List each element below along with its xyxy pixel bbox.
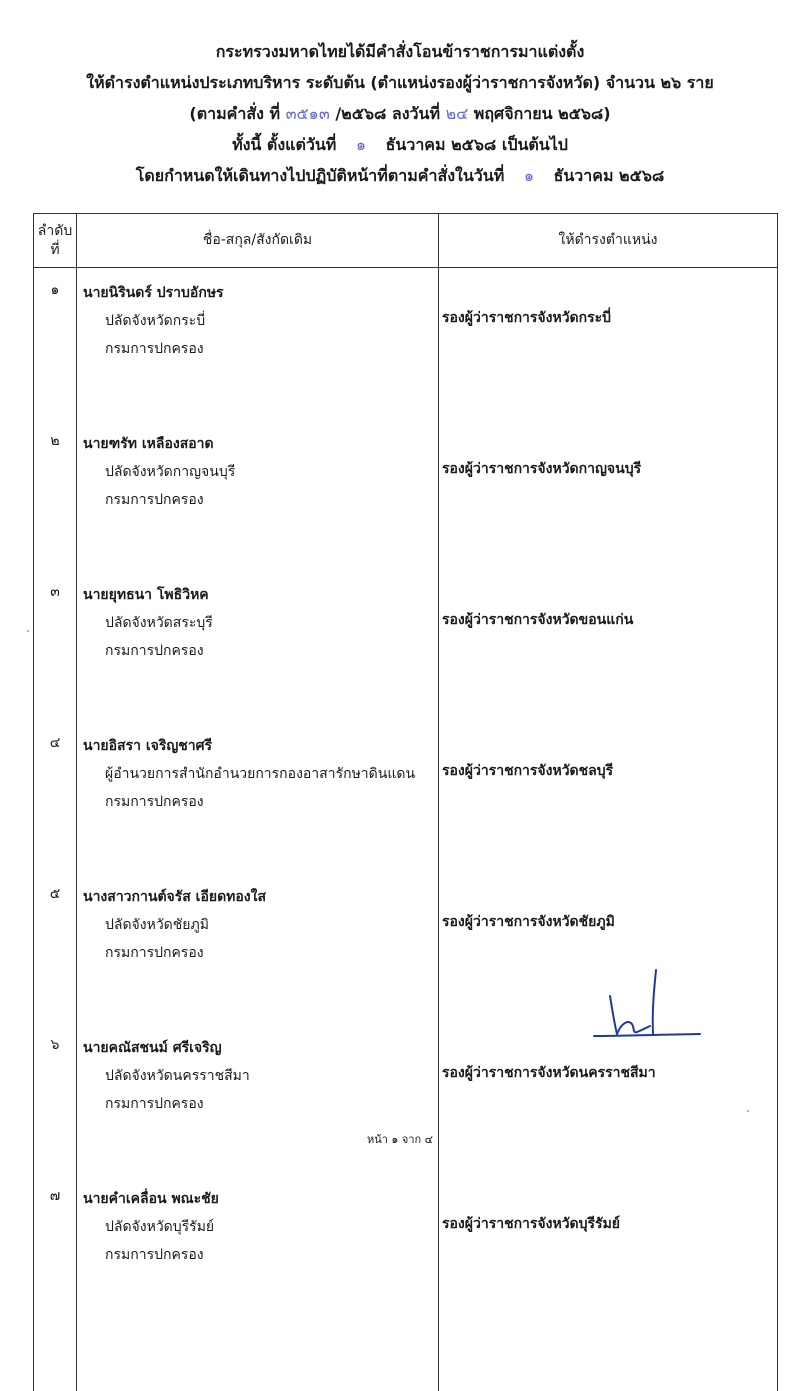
header-line-4	[0, 129, 800, 160]
order-number-label: (ตามคำสั่ง ที่	[189, 104, 281, 123]
person-cell	[77, 721, 439, 872]
new-position: รองผู้ว่าราชการจังหวัดนครราชสีมา	[439, 1023, 778, 1174]
original-department: กรมการปกครอง	[105, 1096, 204, 1112]
row-number: ๓	[34, 570, 77, 721]
person-name: นายยุทธนา โพธิวิหค	[83, 587, 209, 603]
original-position: ปลัดจังหวัดนครราชสีมา	[105, 1068, 250, 1084]
handwritten-travel-day: ๑	[523, 166, 534, 185]
person-name: นายนิรินดร์ ปราบอักษร	[83, 285, 224, 301]
table-header-row	[34, 214, 778, 268]
new-position: รองผู้ว่าราชการจังหวัดกระบี่	[439, 268, 778, 420]
person-name: นายอิสรา เจริญชาศรี	[83, 738, 213, 754]
table-row	[34, 1023, 778, 1174]
row-number: ๑	[34, 268, 77, 420]
original-department: กรมการปกครอง	[105, 341, 204, 357]
new-position: รองผู้ว่าราชการจังหวัดชัยภูมิ	[439, 872, 778, 1023]
person-cell	[77, 419, 439, 570]
person-name: นายฑรัท เหลืองสอาด	[83, 436, 214, 452]
column-header-number-line2: ที่	[50, 241, 60, 258]
row-number: ๗	[34, 1174, 77, 1325]
column-header-number	[34, 214, 77, 268]
person-cell	[77, 872, 439, 1023]
person-cell	[77, 570, 439, 721]
header-line-3	[0, 98, 800, 129]
column-header-name: ชื่อ-สกุล/สังกัดเดิม	[77, 214, 439, 268]
effective-date-label: ทั้งนี้ ตั้งแต่วันที่	[232, 135, 337, 154]
handwritten-order-number: ๓๕๑๓	[285, 104, 330, 123]
column-header-number-line1: ลำดับ	[37, 222, 73, 239]
person-cell	[77, 1174, 439, 1325]
header-line-5	[0, 160, 800, 191]
column-header-position: ให้ดำรงตำแหน่ง	[439, 214, 778, 268]
original-department: กรมการปกครอง	[105, 945, 204, 961]
header-line-2: ให้ดำรงตำแหน่งประเภทบริหาร ระดับต้น (ตำแหน่งรองผู้ว่าราชการจังหวัด) จำนวน ๒๖ ราย	[86, 73, 714, 92]
table-row	[34, 1174, 778, 1325]
new-position: รองผู้ว่าราชการจังหวัดขอนแก่น	[439, 570, 778, 721]
table-row	[34, 721, 778, 872]
row-number: ๔	[34, 721, 77, 872]
document-header	[0, 36, 800, 191]
original-position: ผู้อำนวยการสำนักอำนวยการกองอาสารักษาดินแดน	[105, 766, 416, 782]
original-position: ปลัดจังหวัดชัยภูมิ	[105, 917, 209, 933]
travel-date-label: โดยกำหนดให้เดินทางไปปฏิบัติหน้าที่ตามคำสั่งในวันที่	[135, 166, 505, 185]
order-month-year: พฤศจิกายน ๒๕๖๘)	[473, 104, 611, 123]
person-cell	[77, 1023, 439, 1174]
row-number: ๒	[34, 419, 77, 570]
original-position: ปลัดจังหวัดสระบุรี	[105, 615, 213, 631]
appointment-table	[33, 213, 778, 1391]
table-row	[34, 570, 778, 721]
new-position: รองผู้ว่าราชการจังหวัดกาญจนบุรี	[439, 419, 778, 570]
person-name: นายคณัสชนม์ ศรีเจริญ	[83, 1040, 222, 1056]
person-name: นายคำเคลื่อน พณะชัย	[83, 1191, 219, 1207]
order-year-label: /๒๕๖๘ ลงวันที่	[335, 104, 440, 123]
new-position: รองผู้ว่าราชการจังหวัดบุรีรัมย์	[439, 1174, 778, 1325]
original-department: กรมการปกครอง	[105, 794, 204, 810]
travel-month-year: ธันวาคม ๒๕๖๘	[553, 166, 665, 185]
person-name: นางสาวกานต์จรัส เอียดทองใส	[83, 889, 267, 905]
original-department: กรมการปกครอง	[105, 643, 204, 659]
table-row	[34, 419, 778, 570]
original-department: กรมการปกครอง	[105, 492, 204, 508]
row-number: ๕	[34, 872, 77, 1023]
header-line-1: กระทรวงมหาดไทยได้มีคำสั่งโอนข้าราชการมาแต่งตั้ง	[215, 42, 585, 61]
new-position: รองผู้ว่าราชการจังหวัดชลบุรี	[439, 721, 778, 872]
handwritten-signature	[590, 968, 705, 1043]
scan-speck	[747, 1110, 749, 1112]
table-row	[34, 268, 778, 420]
person-cell	[77, 268, 439, 420]
table-filler-row	[34, 1325, 778, 1391]
handwritten-effective-day: ๑	[355, 135, 367, 154]
page-number: หน้า ๑ จาก ๔	[366, 1133, 434, 1146]
scan-speck	[27, 630, 29, 632]
effective-month-year: ธันวาคม ๒๕๖๘ เป็นต้นไป	[385, 135, 568, 154]
original-department: กรมการปกครอง	[105, 1247, 204, 1263]
original-position: ปลัดจังหวัดกระบี่	[105, 313, 206, 329]
original-position: ปลัดจังหวัดบุรีรัมย์	[105, 1219, 215, 1235]
row-number: ๖	[34, 1023, 77, 1174]
handwritten-order-day: ๒๔	[445, 104, 469, 123]
original-position: ปลัดจังหวัดกาญจนบุรี	[105, 464, 236, 480]
